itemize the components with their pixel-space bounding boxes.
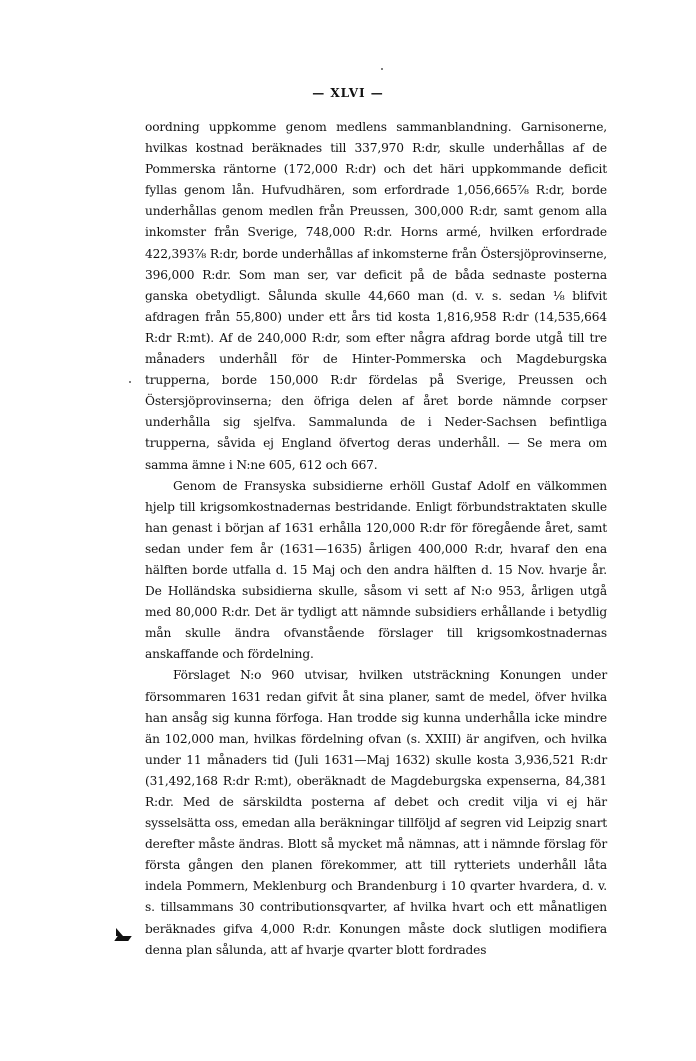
margin-dot (381, 68, 383, 70)
margin-dot (129, 381, 131, 383)
margin-pointer-icon (116, 928, 123, 936)
page-number-header: — XLVI — (312, 86, 384, 100)
paragraph-2: Genom de Fransyska subsidierne erhöll Gustaf Adolf en välkommen hjelp till krigsomkostnadernas bestridande. Enligt förbundstraktaten skulle han genast i början af 1631 erhålla 120,000 R:dr för föregående året, samt sedan under fem år (1631—1635) årligen 400,000 R:dr, hvaraf den ena hälften borde utfalla d. 15 Maj och den andra hälften d. 15 Nov. hvarje år. De Holländska subsidierna skulle, såsom vi sett af N:o 953, årligen utgå med 80,000 R:dr. Det är tydligt att nämnde subsidiers erhållande i betydlig mån skulle ändra ofvanstående förslager till krigsomkostnadernas anskaffande och fördelning. (145, 478, 607, 662)
paragraph-3: Förslaget N:o 960 utvisar, hvilken utsträckning Konungen under försommaren 1631 redan gifvit åt sina planer, samt de medel, öfver hvilka han ansåg sig kunna förfoga. Han trodde sig kunna underhålla icke mindre än 102,000 man, hvilkas fördelning ofvan (s. XXIII) är angifven, och hvilka under 11 månaders tid (Juli 1631—Maj 1632) skulle kosta 3,936,521 R:dr (31,492,168 R:dr R:mt), oberäknadt de Magdeburgska expenserna, 84,381 R:dr. Med de särskildta posterna af debet och credit vilja vi ej här sysselsätta oss, emedan alla beräkningar tillföljd af segren vid Leipzig snart derefter måste ändras. Blott så mycket må nämnas, att i nämnde förslag för första gången den planen förekommer, att till rytteriets underhåll låta indela Pommern, Meklenburg och Brandenburg i 10 qvarter hvardera, d. v. s. tillsammans 30 contributionsqvarter, af hvilka hvart och ett månatligen beräknades gifva 4,000 R:dr. Konungen måste dock slutligen modifiera denna plan sålunda, att af hvarje qvarter blott fordrades (145, 668, 607, 957)
page-body (145, 117, 607, 961)
paragraph-1: oordning uppkomme genom medlens sammanblandning. Garnisonerne, hvilkas kostnad beräknades till 337,970 R:dr, skulle underhållas af de Pommerska räntorne (172,000 R:dr) och det häri uppkommande deficit fyllas genom lån. Hufvudhären, som erfordrade 1,056,665⅞ R:dr, borde underhållas genom medlen från Preussen, 300,000 R:dr, samt genom alla inkomster från Sverige, 748,000 R:dr. Horns armé, hvilken erfordrade 422,393⅞ R:dr, borde underhållas af inkomsterne från Östersjöprovinserne, 396,000 R:dr. Som man ser, var deficit på de båda sednaste posterna ganska obetydligt. Sålunda skulle 44,660 man (d. v. s. sedan ⅛ blifvit afdragen från 55,800) under ett års tid kosta 1,816,958 R:dr (14,535,664 R:dr R:mt). Af de 240,000 R:dr, som efter några afdrag borde utgå till tre månaders underhåll för de Hinter-Pommerska och Magdeburgska trupperna, borde 150,000 R:dr fördelas på Sverige, Preussen och Östersjöprovinserna; den öfriga delen af året borde nämnde corpser underhålla sig sjelfva. Sammalunda de i Neder-Sachsen befintliga trupperna, såvida ej England öfvertog deras underhåll. — Se mera om samma ämne i N:ne 605, 612 och 667. (145, 120, 607, 472)
